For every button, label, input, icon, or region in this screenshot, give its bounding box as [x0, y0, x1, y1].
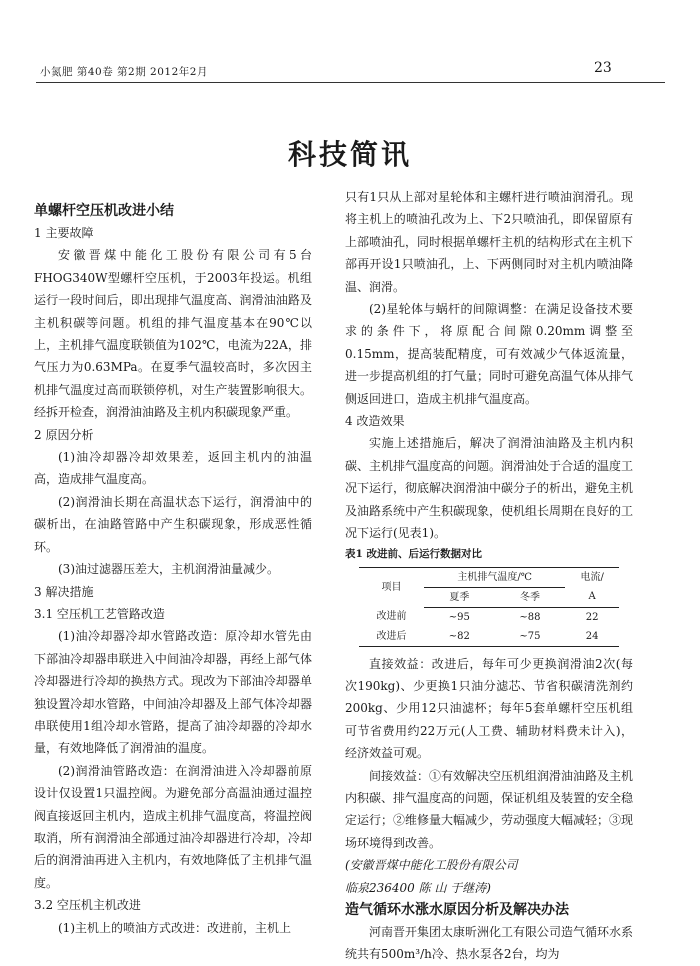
subsection-heading-3-1: 3.1 空压机工艺管路改造	[34, 606, 165, 621]
table-cell: 改进前	[376, 611, 407, 623]
table-cell: ~82	[424, 627, 495, 647]
header-rule	[36, 82, 665, 83]
table-header-winter: 冬季	[495, 587, 566, 607]
author-names: 临泉236400 陈 山 于继涛)	[345, 880, 491, 895]
section-heading-1: 1 主要故障	[34, 226, 94, 240]
table-cell: ~95	[448, 611, 470, 623]
paragraph: (2)润滑油长期在高温状态下运行，润滑油中的碳析出，在油路管路中产生积碳现象，形成恶性循环。	[34, 494, 312, 554]
paragraph: (2)润滑油管路改造：在润滑油进入冷却器前原设计仅设置1只温控阀。为避免部分高温油通过温控阀直接返回主机内，造成主机排气温度高，将温控阀取消，所有润滑油全部通过油冷却器进行冷却，冷却后的润滑油再进入主机内，有效地降低了主机排气温度。	[34, 763, 312, 890]
article-title: 单螺杆空压机改进小结	[34, 203, 174, 219]
table-row	[359, 627, 619, 647]
comparison-table	[359, 567, 619, 647]
paragraph: 安徽晋煤中能化工股份有限公司有5台FHOG340W型螺杆空压机，于2003年投运。机组运行一段时间后，即出现排气温度高、润滑油油路及主机积碳等问题。机组的排气温度基本在90℃以上，主机排气温度联锁值为102℃，电流为22A，排气压力为0.63MPa。在夏季气温较高时，多次因主机排气温度过高而联锁停机，对生产装置影响很大。经拆开检查，润滑油油路及主机内积碳现象严重。	[34, 248, 312, 420]
subsection-heading-3-2: 3.2 空压机主机改进	[34, 898, 141, 913]
page-title: 科技简讯	[287, 138, 412, 171]
paragraph: (2)星轮体与蜗杆的间隙调整：在满足设备技术要求的条件下，将原配合间隙0.20mm调整至0.15mm，提高装配精度，可有效减少气体返流量，进一步提高机组的打气量；同时可避免高温气体从排气侧返回进口，造成主机排气温度高。	[345, 302, 634, 406]
table-row	[359, 607, 619, 627]
running-header: 小氮肥 第40卷 第2期 2012年2月	[40, 66, 208, 78]
section-heading-2: 2 原因分析	[34, 427, 94, 442]
table-header-item: 项目	[359, 567, 424, 607]
table-header-current-unit: A	[565, 587, 619, 607]
table-header-summer: 夏季	[424, 587, 495, 607]
paragraph: (3)油过滤器压差大，主机润滑油量减少。	[58, 562, 279, 577]
page-number: 23	[594, 60, 612, 76]
table-cell: ~88	[519, 611, 541, 623]
table-caption: 表1 改进前、后运行数据对比	[345, 547, 482, 560]
paragraph: 实施上述措施后，解决了润滑油油路及主机内积碳、主机排气温度高的问题。润滑油处于合适的温度工况下运行，彻底解决润滑油中碳分子的析出，避免主机及油路系统中产生积碳现象，使机组长周期在良好的工况下运行(见表1)。	[345, 436, 634, 541]
table-cell: 22	[585, 611, 599, 623]
paragraph: (1)主机上的喷油方式改进：改进前，主机上	[58, 920, 291, 935]
right-column	[345, 186, 633, 966]
section-heading-3: 3 解决措施	[34, 584, 94, 599]
paragraph: 直接效益：改进后，每年可少更换润滑油2次(每次190kg)、少更换1只油分滤芯、节省积碳清洗剂约200kg、少用12只油滤杯；每年5套单螺杆空压机组可节省费用约22万元(人工费、辅助材料费未计入)，经济效益可观。	[345, 656, 633, 761]
paragraph: (1)油冷却器冷却水管路改造：原冷却水管先由下部油冷却器串联进入中间油冷却器，再经上部气体冷却器进行冷却的换热方式。现改为下部油冷却器单独设置冷却水管路，中间油冷却器及上部气体冷却器串联使用1组冷却水管路，提高了油冷却器的冷却水量，有效地降低了润滑油的温度。	[34, 629, 312, 756]
section-heading-4: 4 改造效果	[345, 414, 405, 429]
table-cell: 改进后	[359, 627, 424, 647]
paragraph: 河南晋开集团太康昕洲化工有限公司造气循环水系统共有500m³/h冷、热水泵各2台，均为	[345, 924, 634, 962]
table-cell: ~75	[495, 627, 566, 647]
paragraph: (1)油冷却器冷却效果差，返回主机内的油温高，造成排气温度高。	[34, 450, 312, 487]
paragraph-continued: 只有1只从上部对星轮体和主螺杆进行喷油润滑孔。现将主机上的喷油孔改为上、下2只喷油孔，即保留原有上部喷油孔，同时根据单螺杆主机的结构形式在主机下部再开设1只喷油孔，上、下两侧同时对主机内喷油降温、润滑。	[345, 190, 634, 294]
paragraph: 间接效益：①有效解决空压机组润滑油油路及主机内积碳、排气温度高的问题，保证机组及装置的安全稳定运行；②维修量大幅减少，劳动强度大幅减轻；③现场环境得到改善。	[345, 768, 634, 850]
author-affiliation: (安徽晋煤中能化工股份有限公司	[345, 858, 518, 873]
left-column	[34, 200, 312, 939]
table-header-current: 电流/	[565, 567, 619, 587]
article-title-2: 造气循环水涨水原因分析及解决办法	[345, 901, 569, 918]
table-header-temperature: 主机排气温度/℃	[424, 567, 565, 587]
table-cell: 24	[565, 627, 619, 647]
